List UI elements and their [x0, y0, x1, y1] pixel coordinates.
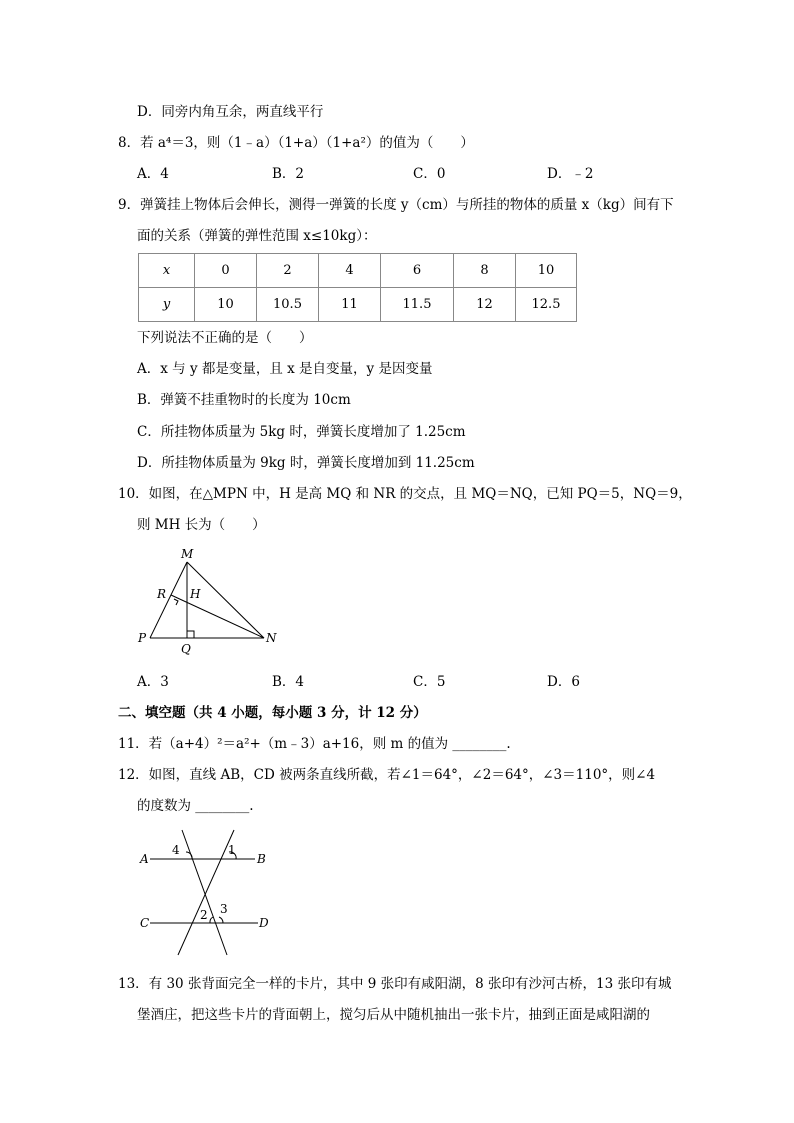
q10-triangle-figure [130, 543, 290, 658]
q8-option-c: C．0 [413, 166, 446, 182]
q7-option-d: D．同旁内角互余，两直线平行 [137, 104, 324, 120]
right-angle-q [187, 631, 194, 638]
angle-label-4: 4 [172, 843, 180, 857]
q13-stem-line2: 堡酒庄，把这些卡片的背面朝上，搅匀后从中随机抽出一张卡片，抽到正面是咸阳湖的 [137, 1007, 650, 1023]
q9-option-c: C．所挂物体质量为 5kg 时，弹簧长度增加了 1.25cm [137, 424, 466, 440]
table-cell: 12.5 [516, 288, 577, 322]
table-cell: 10.5 [257, 288, 319, 322]
section-2-title: 二、填空题（共 4 小题，每小题 3 分，计 12 分） [118, 705, 427, 721]
q11-stem: 11．若（a+4）²＝a²+（m﹣3）a+16，则 m 的值为 ________. [118, 736, 511, 752]
transversal-2 [178, 830, 234, 955]
q10-option-a: A．3 [137, 674, 169, 690]
angle-arc-4 [186, 852, 192, 859]
angle-label-1: 1 [228, 843, 236, 857]
angle-label-2: 2 [200, 908, 208, 922]
angle-arc-3 [219, 917, 223, 923]
q10-option-d: D．6 [547, 674, 580, 690]
label-p: P [138, 631, 147, 645]
q10-option-b: B．4 [272, 674, 305, 690]
label-b: B [257, 852, 266, 866]
q10-stem-line1: 10．如图，在△MPN 中，H 是高 MQ 和 NR 的交点，且 MQ＝NQ，已知 PQ＝5，NQ＝9， [118, 486, 692, 502]
q9-option-d: D．所挂物体质量为 9kg 时，弹簧长度增加到 11.25cm [137, 455, 475, 471]
table-cell: 10 [195, 288, 257, 322]
q8-option-d: D．﹣2 [547, 166, 594, 182]
table-cell: 8 [454, 254, 516, 288]
label-a: A [140, 852, 149, 866]
right-angle-r [174, 599, 178, 605]
table-cell: x [139, 254, 195, 288]
q10-stem-line2: 则 MH 长为（ ） [137, 517, 266, 533]
table-row [139, 254, 577, 288]
label-r: R [157, 587, 167, 601]
q8-stem: 8．若 a⁴＝3，则（1﹣a）（1+a）（1+a²）的值为（ ） [118, 135, 474, 151]
transversal-1 [182, 830, 227, 955]
label-q: Q [181, 642, 191, 656]
q9-option-b: B．弹簧不挂重物时的长度为 10cm [137, 392, 351, 408]
table-cell: 11.5 [381, 288, 454, 322]
label-d: D [259, 916, 269, 930]
table-cell: 11 [319, 288, 381, 322]
table-row [139, 288, 577, 322]
table-cell: 2 [257, 254, 319, 288]
angle-label-3: 3 [220, 902, 228, 916]
table-cell: 6 [381, 254, 454, 288]
q12-stem-line1: 12．如图，直线 AB，CD 被两条直线所截，若∠1＝64°，∠2＝64°，∠3＝110°，则∠4 [118, 767, 656, 783]
q13-stem-line1: 13．有 30 张背面完全一样的卡片，其中 9 张印有咸阳湖，8 张印有沙河古桥，13 张印有城 [118, 976, 672, 992]
q8-option-b: B．2 [272, 166, 305, 182]
label-n: N [266, 631, 277, 645]
table-cell: 0 [195, 254, 257, 288]
table-cell: 10 [516, 254, 577, 288]
table-cell: y [139, 288, 195, 322]
q9-stem-line1: 9．弹簧挂上物体后会伸长，测得一弹簧的长度 y（cm）与所挂的物体的质量 x（kg）间有下 [118, 197, 674, 213]
q8-option-a: A．4 [137, 166, 169, 182]
label-h: H [190, 587, 201, 601]
q9-option-a: A．x 与 y 都是变量，且 x 是自变量，y 是因变量 [137, 361, 433, 377]
table-cell: 12 [454, 288, 516, 322]
altitude-nr [171, 595, 264, 638]
label-m: M [181, 547, 194, 561]
q12-lines-figure [130, 825, 290, 960]
q9-stem-line2: 面的关系（弹簧的弹性范围 x≤10kg）： [137, 228, 377, 244]
q10-option-c: C．5 [413, 674, 446, 690]
q9-question: 下列说法不正确的是（ ） [137, 330, 313, 346]
angle-arc-2 [210, 917, 213, 923]
q12-stem-line2: 的度数为 ________. [137, 798, 254, 814]
label-c: C [140, 916, 150, 930]
table-cell: 4 [319, 254, 381, 288]
q9-value-table [138, 253, 577, 322]
